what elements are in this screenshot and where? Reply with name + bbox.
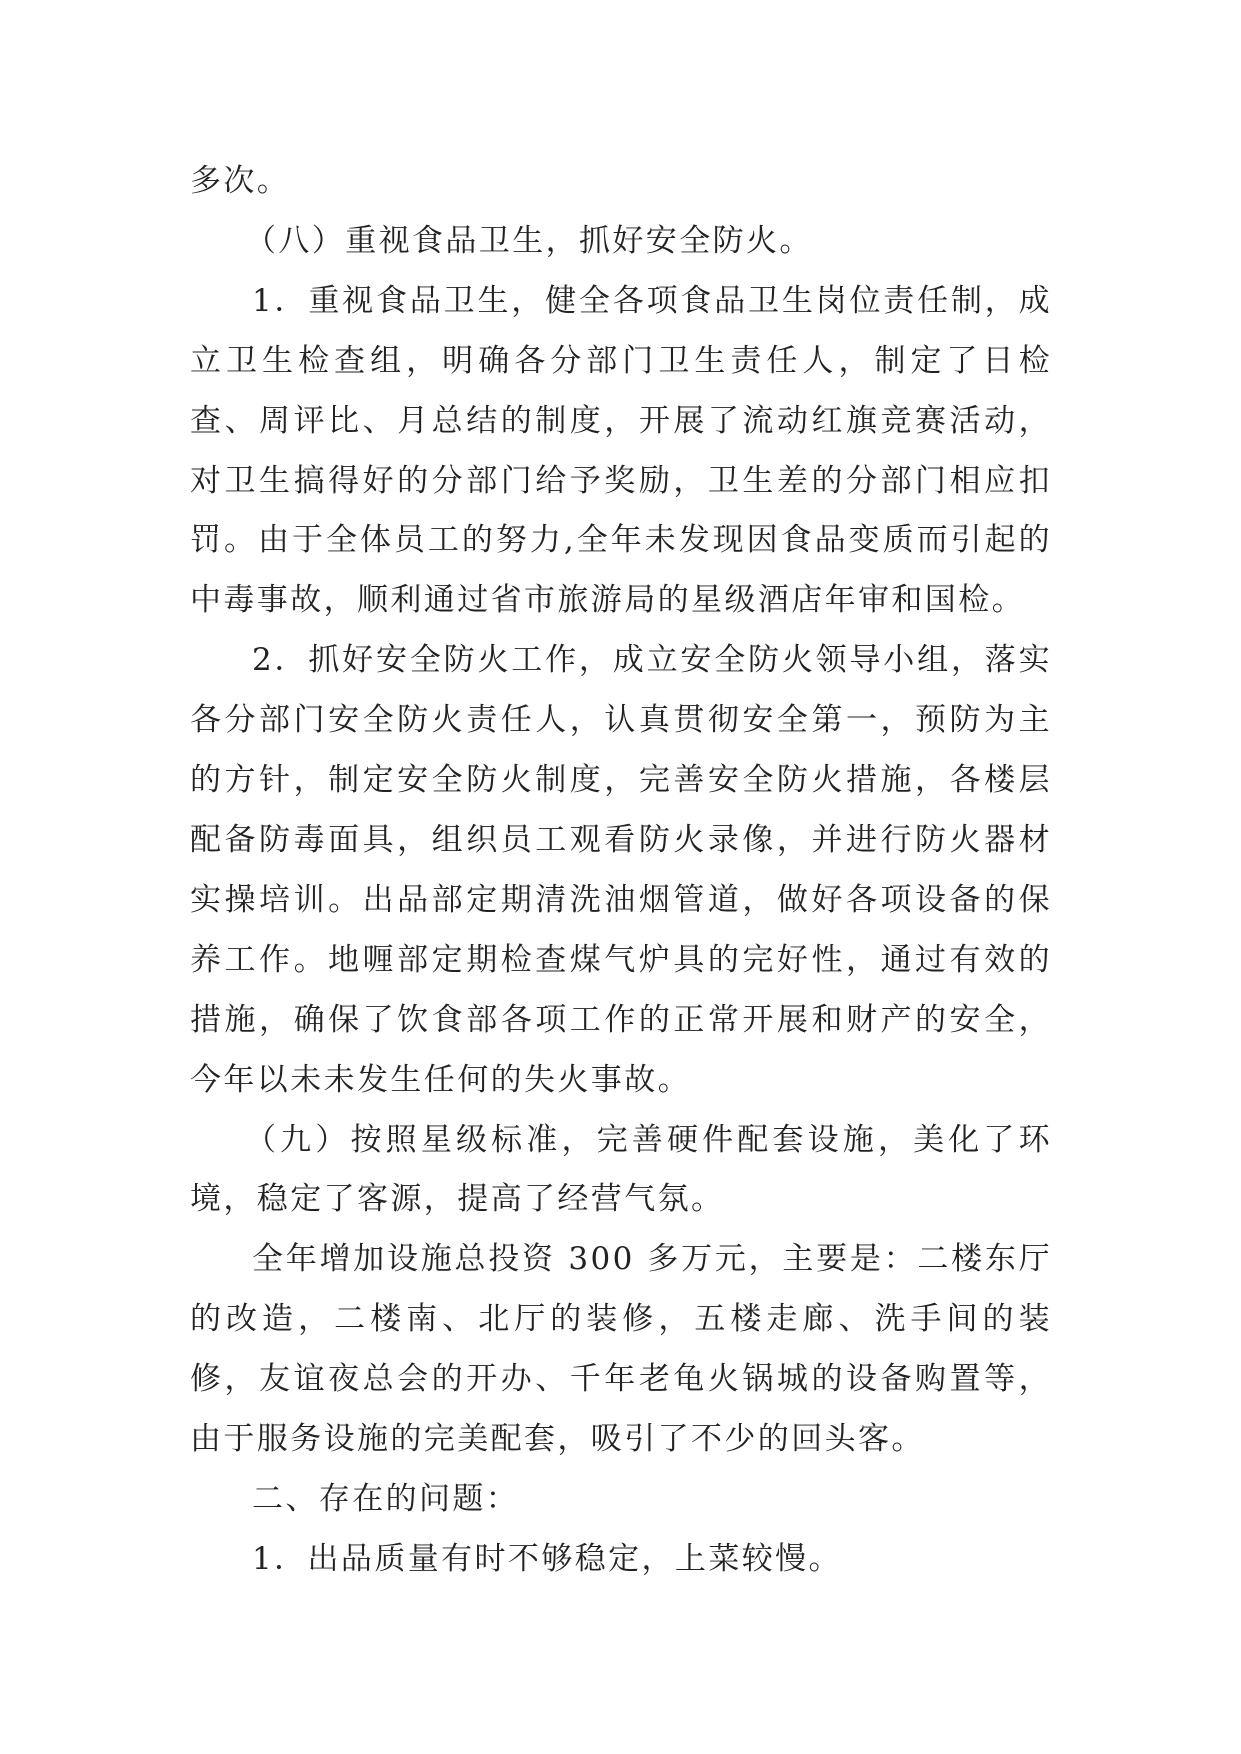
section-heading-eight: （八）重视食品卫生，抓好安全防火。 (245, 222, 813, 259)
paragraph-food-hygiene: 1．重视食品卫生，健全各项食品卫生岗位责任制，成立卫生检查组，明确各分部门卫生责任人，制定了日检查、周评比、月总结的制度，开展了流动红旗竞赛活动，对卫生搞得好的分部门给予奖励，卫生差的分部门相应扣罚。由于全体员工的努力,全年未发现因食品变质而引起的中毒事故，顺利通过省市旅游局的星级酒店年审和国检。 (190, 282, 1052, 619)
paragraph-continuation: 多次。 (190, 163, 291, 199)
paragraph-investment: 全年增加设施总投资 300 多万元，主要是：二楼东厅的改造，二楼南、北厅的装修，五楼走廊、洗手间的装修，友谊夜总会的开办、千年老龟火锅城的设备购置等，由于服务设施的完美配套，吸引了不少的回头客。 (190, 1241, 1052, 1458)
paragraph-fire-safety: 2．抓好安全防火工作，成立安全防火领导小组，落实各分部门安全防火责任人，认真贯彻安全第一，预防为主的方针，制定安全防火制度，完善安全防火措施，各楼层配备防毒面具，组织员工观看防火录像，并进行防火器材实操培训。出品部定期清洗油烟管道，做好各项设备的保养工作。地喱部定期检查煤气炉具的完好性，通过有效的措施，确保了饮食部各项工作的正常开展和财产的安全，今年以未未发生任何的失火事故。 (190, 642, 1052, 1098)
section-heading-problems: 二、存在的问题： (252, 1480, 520, 1517)
document-body (190, 152, 1052, 1590)
section-heading-nine: （九）按照星级标准，完善硬件配套设施，美化了环境，稳定了客源，提高了经营气氛。 (190, 1121, 1052, 1218)
paragraph-problem-one: 1．出品质量有时不够稳定，上菜较慢。 (252, 1540, 842, 1577)
